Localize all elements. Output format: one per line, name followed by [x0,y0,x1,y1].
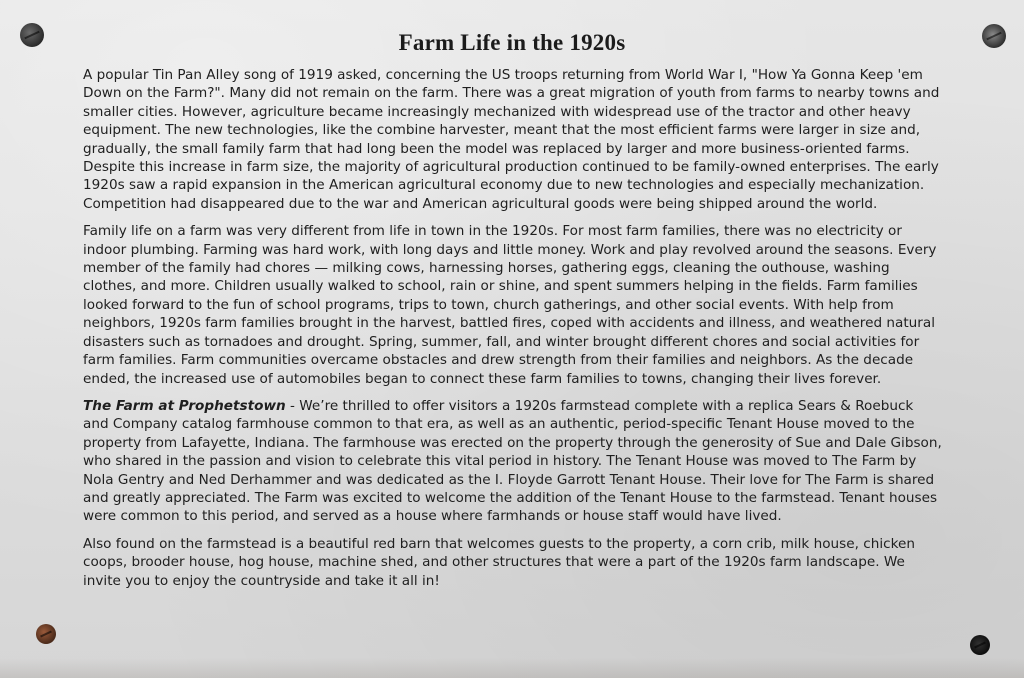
sign-body [83,66,943,599]
sign-title: Farm Life in the 1920s [398,30,626,55]
screw-bottom-right-icon [970,635,990,655]
farm-description: - We’re thrilled to offer visitors a 1920s farmstead complete with a replica Sears & Roebuck and Company catalog farmhouse common to that era, as well as an authentic, period-specific Tenant House moved to the property from Lafayette, Indiana. The farmhouse was erected on the property through the generosity of Sue and Dale Gibson, who shared in the passion and vision to celebrate this vital period in history. The Tenant House was moved to The Farm by Nola Gentry and Ned Derhammer and was dedicated as the I. Floyde Garrott Tenant House. Their love for The Farm is shared and greatly appreciated. The Farm was excited to welcome the addition of the Tenant House to the farmstead. Tenant houses were common to this period, and served as a house where farmhands or house staff would have lived. [83,397,942,525]
sign-bottom-weathering [0,658,1024,678]
paragraph-history: A popular Tin Pan Alley song of 1919 asked, concerning the US troops returning from World War I, "How Ya Gonna Keep 'em Down on the Farm?". Many did not remain on the farm. There was a great migration of youth from farms to nearby towns and smaller cities. However, agriculture became increasingly mechanized with widespread use of the tractor and other heavy equipment. The new technologies, like the combine harvester, meant that the most efficient farms were larger in size and, gradually, the small family farm that had long been the model was replaced by larger and more business-oriented farms. Despite this increase in farm size, the majority of agricultural production continued to be family-owned enterprises. The early 1920s saw a rapid expansion in the American agricultural economy due to new technologies and especially mechanization. Competition had disappeared due to the war and American agricultural goods were being shipped around the world. [83,67,940,212]
paragraph-closing: Also found on the farmstead is a beautiful red barn that welcomes guests to the property, a corn crib, milk house, chicken coops, brooder house, hog house, machine shed, and other structures that were a part of the 1920s farm landscape. We invite you to enjoy the countryside and take it all in! [83,535,915,589]
screw-bottom-left-icon [36,624,56,644]
farm-lead-heading: The Farm at Prophetstown [83,397,286,414]
paragraph-family-life: Family life on a farm was very different from life in town in the 1920s. For most farm families, there was no electricity or indoor plumbing. Farming was hard work, with long days and little money. Work and play revolved around the seasons. Every member of the family had chores — milking cows, harnessing horses, gathering eggs, cleaning the outhouse, washing clothes, and more. Children usually walked to school, rain or shine, and spent summers helping in the fields. Farm families looked forward to the fun of school programs, trips to town, church gatherings, and other social events. With help from neighbors, 1920s farm families brought in the harvest, battled fires, coped with accidents and illness, and weathered natural disasters such as tornadoes and drought. Spring, summer, fall, and winter brought different chores and social activities for farm families. Farm communities overcame obstacles and drew strength from their families and neighbors. As the decade ended, the increased use of automobiles began to connect these farm families to towns, changing their lives forever. [83,223,937,387]
paragraph-farm-at-prophetstown [83,397,943,526]
